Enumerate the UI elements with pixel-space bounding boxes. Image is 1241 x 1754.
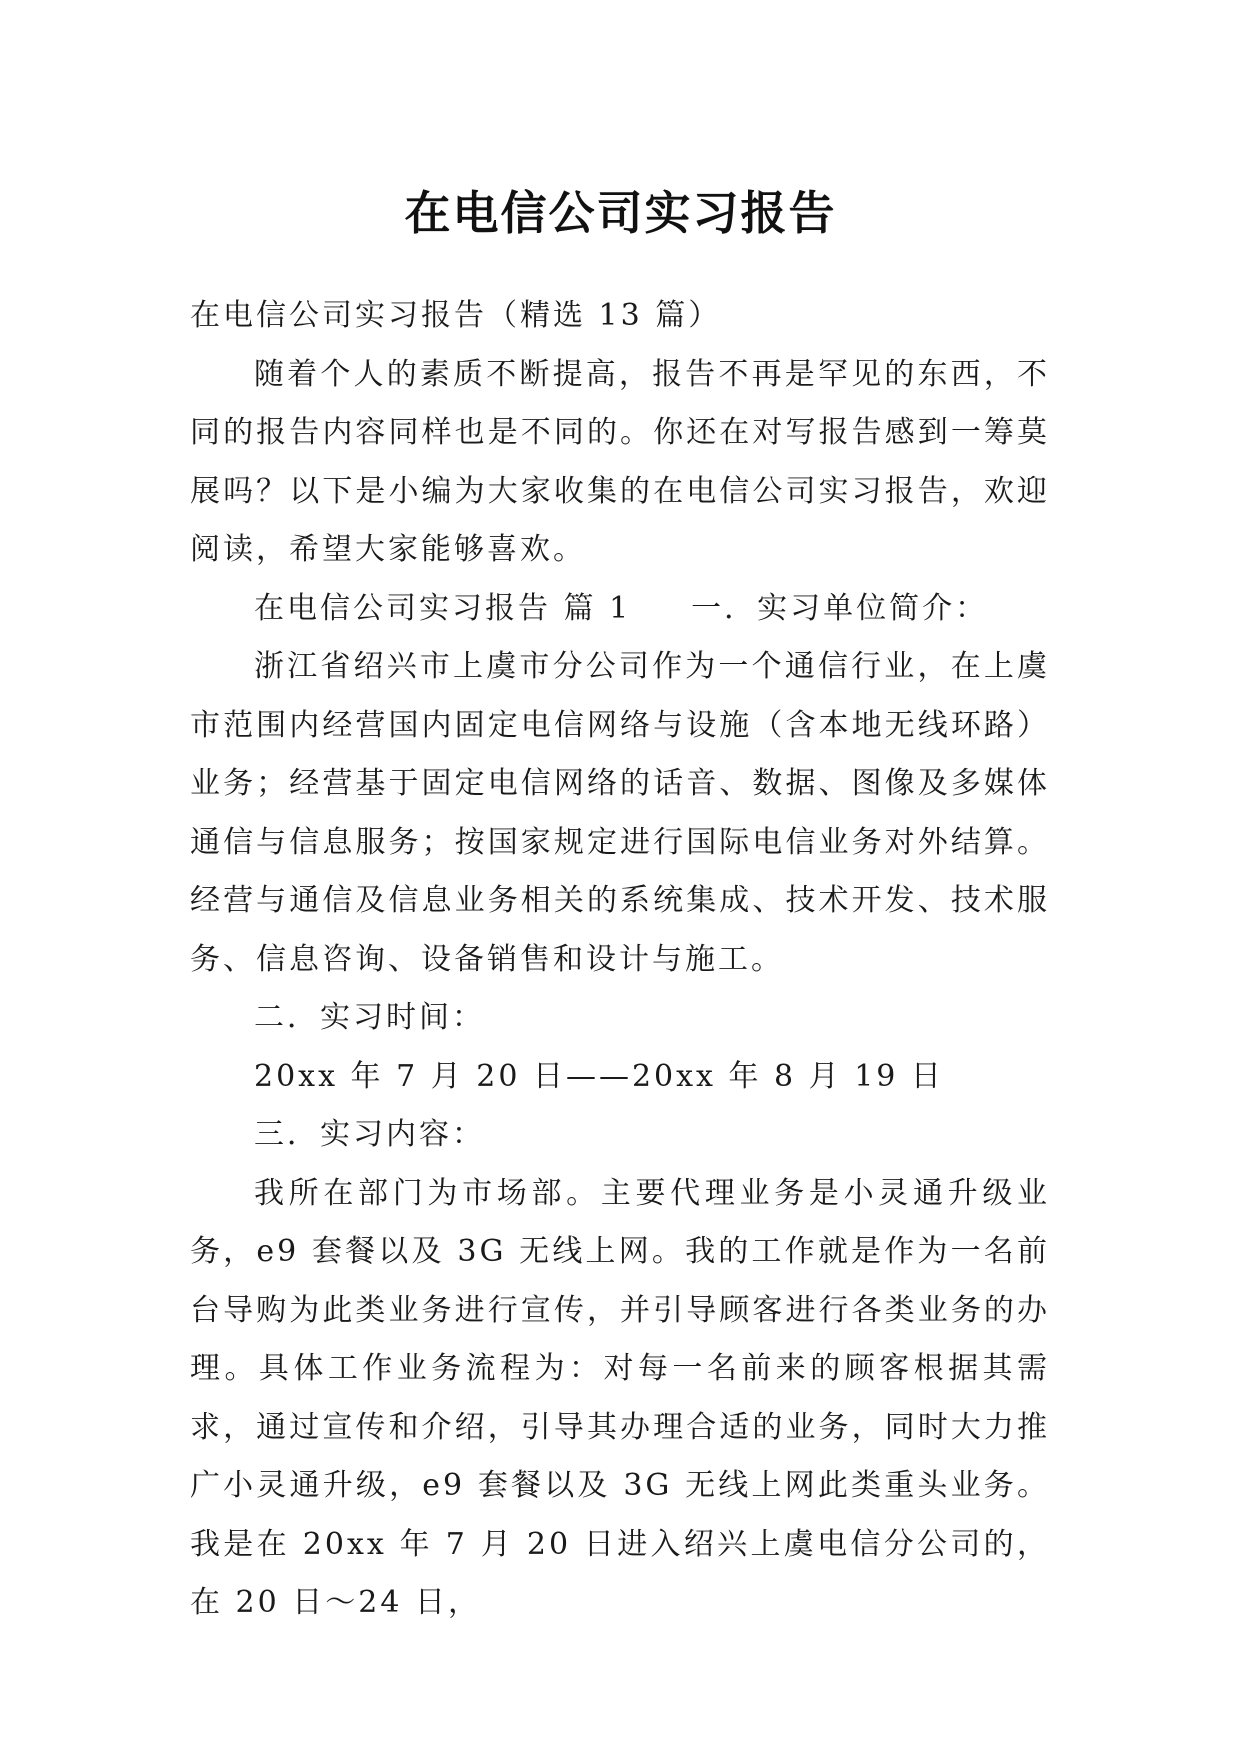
section-1-heading-line: [190, 580, 1050, 639]
intro-paragraph: 随着个人的素质不断提高，报告不再是罕见的东西，不同的报告内容同样也是不同的。你还在对写报告感到一筹莫展吗？以下是小编为大家收集的在电信公司实习报告，欢迎阅读，希望大家能够喜欢。: [190, 356, 1050, 567]
document-title: 在电信公司实习报告: [404, 185, 837, 240]
internship-time-heading: 二．实习时间：: [254, 1000, 485, 1035]
internship-content-heading: 三．实习内容：: [254, 1117, 485, 1152]
section-1-heading: 在电信公司实习报告 篇 1: [254, 590, 632, 626]
unit-intro-heading: 一．实习单位简介：: [691, 590, 989, 626]
internship-content-paragraph: 我所在部门为市场部。主要代理业务是小灵通升级业务，e9 套餐以及 3G 无线上网。我的工作就是作为一名前台导购为此类业务进行宣传，并引导顾客进行各类业务的办理。具体工作业务流程为：对每一名前来的顾客根据其需求，通过宣传和介绍，引导其办理合适的业务，同时大力推广小灵通升级，e9 套餐以及 3G 无线上网此类重头业务。我是在 20xx 年 7 月 20 日进入绍兴上虞电信分公司的，在 20 日～24 日，: [190, 1175, 1050, 1620]
unit-intro-paragraph: 浙江省绍兴市上虞市分公司作为一个通信行业，在上虞市范围内经营国内固定电信网络与设施（含本地无线环路）业务；经营基于固定电信网络的话音、数据、图像及多媒体通信与信息服务；按国家规定进行国际电信业务对外结算。经营与通信及信息业务相关的系统集成、技术开发、技术服务、信息咨询、设备销售和设计与施工。: [190, 649, 1050, 977]
document-body: [190, 287, 1050, 1633]
internship-time-text: 20xx 年 7 月 20 日——20xx 年 8 月 19 日: [254, 1058, 944, 1094]
document-subtitle: 在电信公司实习报告（精选 13 篇）: [190, 298, 722, 333]
